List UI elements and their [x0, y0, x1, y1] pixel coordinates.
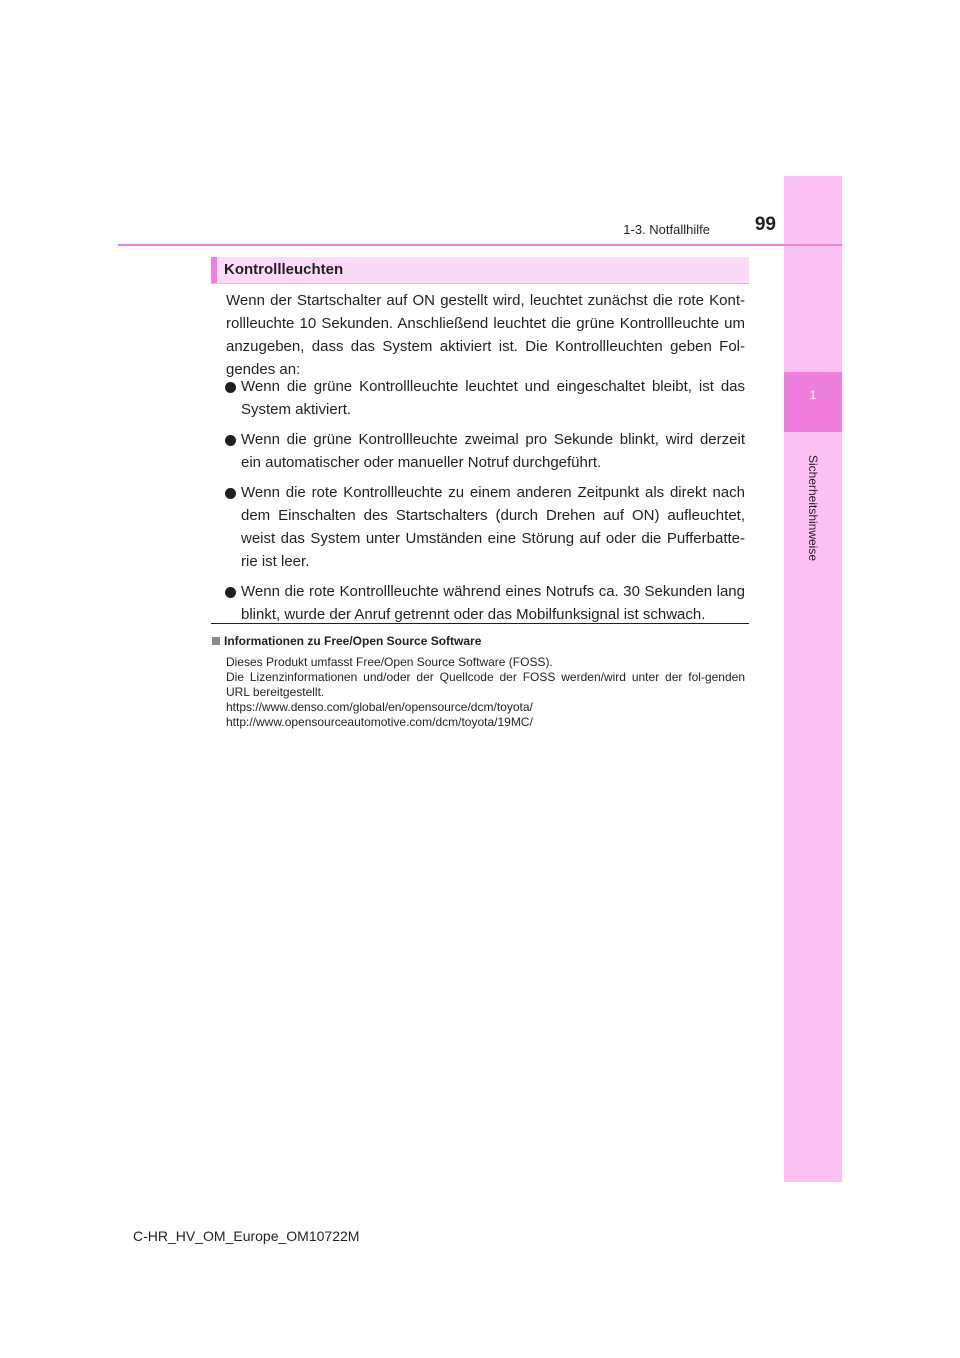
header-divider [118, 244, 842, 246]
page-number: 99 [754, 214, 776, 235]
note-line: Dieses Produkt umfasst Free/Open Source Software (FOSS). [226, 655, 553, 669]
heading-accent-bar [211, 257, 217, 283]
section-heading-text: Kontrollleuchten [224, 261, 344, 278]
note-heading [212, 634, 481, 648]
note-heading-text: Informationen zu Free/Open Source Software [224, 634, 482, 648]
note-url-link[interactable]: https://www.denso.com/global/en/opensource/dcm/toyota/ [226, 700, 533, 714]
note-body [226, 655, 745, 730]
section-heading [211, 257, 749, 284]
note-url-link[interactable]: http://www.opensourceautomotive.com/dcm/toyota/19MC/ [226, 715, 533, 729]
intro-paragraph: Wenn der Startschalter auf ON gestellt wird, leuchtet zunächst die rote Kont-rollleuchte 10 Sekunden. Anschließend leuchtet die grüne Kontrollleuchte um anzugeben, dass das System aktiviert ist. Die Kontrollleuchten geben Fol-gendes an: [226, 292, 745, 378]
bullet-icon [225, 435, 236, 446]
list-item [212, 481, 745, 573]
square-bullet-icon [212, 637, 220, 645]
indicator-list [212, 375, 745, 633]
list-item [212, 428, 745, 474]
chapter-tab-marker[interactable] [784, 372, 842, 432]
chapter-number: 1 [809, 388, 817, 402]
bullet-icon [225, 587, 236, 598]
list-item-text: Wenn die rote Kontrollleuchte während eines Notrufs ca. 30 Sekunden lang blinkt, wurde der Anruf getrennt oder das Mobilfunksignal ist schwach. [241, 583, 745, 623]
chapter-side-tab [784, 176, 842, 1182]
chapter-title: Sicherheitshinweise [806, 454, 820, 562]
bullet-icon [225, 382, 236, 393]
list-item [212, 580, 745, 626]
footer-document-id: C-HR_HV_OM_Europe_OM10722M [133, 1228, 360, 1244]
list-item [212, 375, 745, 421]
list-item-text: Wenn die rote Kontrollleuchte zu einem anderen Zeitpunkt als direkt nach dem Einschalten des Startschalters (durch Drehen auf ON) aufleuchtet, weist das System unter Umständen eine Störung auf oder die Pufferbatte-rie ist leer. [241, 484, 745, 570]
notes-divider [211, 623, 749, 624]
section-label: 1-3. Notfallhilfe [623, 222, 710, 237]
list-item-text: Wenn die grüne Kontrollleuchte leuchtet und eingeschaltet bleibt, ist das System aktiviert. [241, 378, 745, 418]
bullet-icon [225, 488, 236, 499]
note-line: Die Lizenzinformationen und/oder der Quellcode der FOSS werden/wird unter der fol-genden URL bereitgestellt. [226, 670, 745, 699]
list-item-text: Wenn die grüne Kontrollleuchte zweimal pro Sekunde blinkt, wird derzeit ein automatischer oder manueller Notruf durchgeführt. [241, 431, 745, 471]
